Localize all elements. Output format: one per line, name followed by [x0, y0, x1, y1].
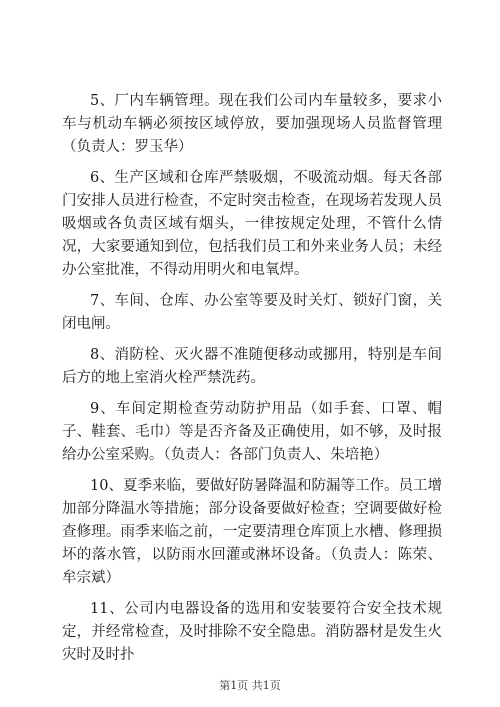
paragraph-10: 10、夏季来临，要做好防暑降温和防漏等工作。员工增加部分降温水等措施；部分设备要做好检查；空调要做好检查修理。雨季来临之前，一定要清理仓库顶上水槽、修理损坏的落水管，以防雨水回灌或淋坏设备。（负责人：陈荣、牟宗斌）	[62, 478, 442, 586]
page-footer: 第1页 共1页	[219, 679, 281, 692]
paragraph-9: 9、车间定期检查劳动防护用品（如手套、口罩、帽子、鞋套、毛巾）等是否齐备及正确使用，如不够，及时报给办公室采购。（负责人：各部门负责人、朱培艳）	[62, 401, 442, 463]
paragraph-11: 11、公司内电器设备的选用和安装要符合安全技术规定，并经常检查，及时排除不安全隐患。消防器材是发生火灾时及时扑	[62, 601, 442, 663]
paragraph-6: 6、生产区域和仓库严禁吸烟，不吸流动烟。每天各部门安排人员进行检查，不定时突击检查，在现场若发现人员吸烟或各负责区域有烟头，一律按规定处理，不管什么情况，大家要通知到位，包括我们员工和外来业务人员；未经办公室批准，不得动用明火和电氧焊。	[62, 170, 442, 278]
paragraph-8: 8、消防栓、灭火器不准随便移动或挪用，特别是车间后方的地上室消火栓严禁洗药。	[62, 347, 442, 386]
paragraph-7: 7、车间、仓库、办公室等要及时关灯、锁好门窗，关闭电闸。	[62, 293, 442, 332]
paragraph-5: 5、厂内车辆管理。现在我们公司内车量较多，要求小车与机动车辆必须按区域停放，要加强现场人员监督管理（负责人：罗玉华）	[62, 93, 442, 155]
document-body	[62, 90, 442, 675]
